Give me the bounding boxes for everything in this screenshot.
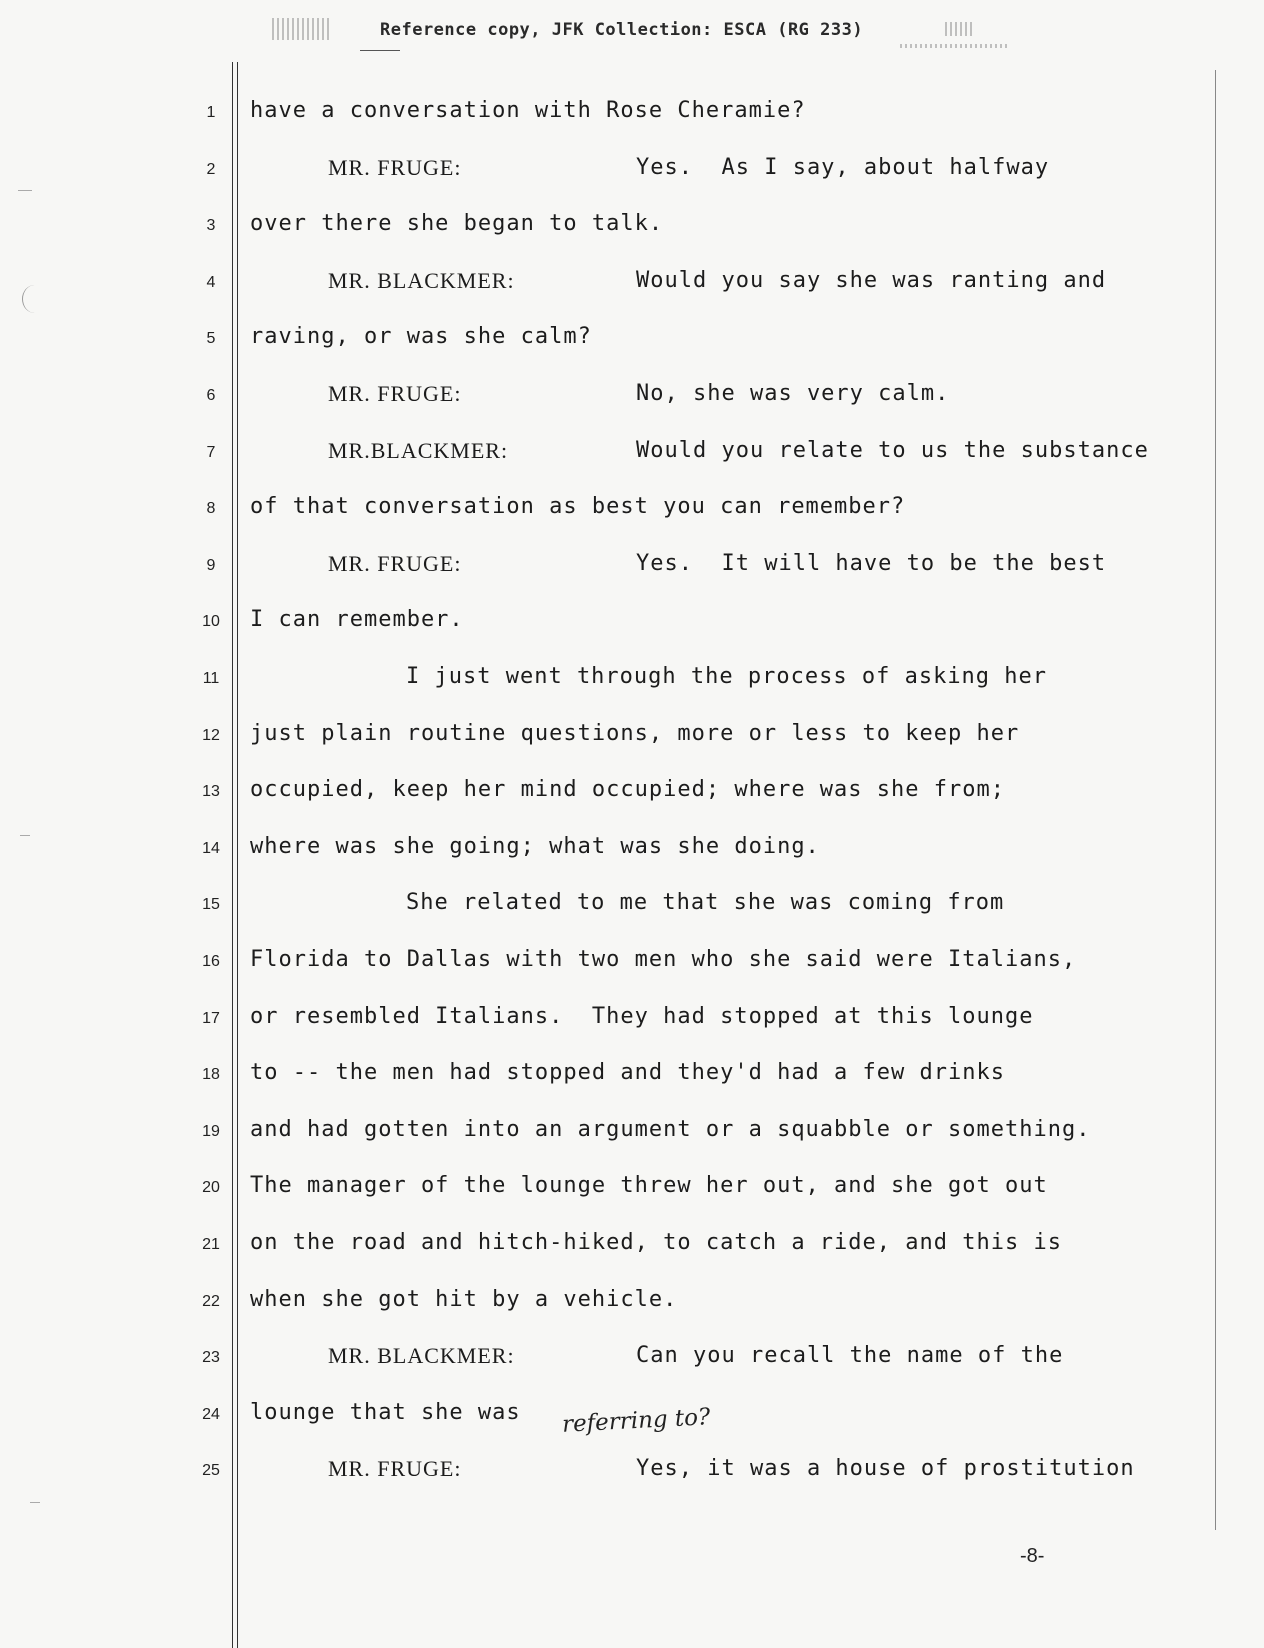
line-number: 6 <box>206 387 216 404</box>
archive-header <box>380 20 863 40</box>
speaker-label: MR. FRUGE: <box>328 381 462 406</box>
line-number: 16 <box>202 953 220 970</box>
line-number: 4 <box>206 273 216 291</box>
line-number: 10 <box>202 613 220 631</box>
speech-text: Would you relate to us the substance <box>636 437 1149 463</box>
line-number: 15 <box>202 896 220 914</box>
transcript-line: or resembled Italians. They had stopped at this lounge <box>250 1003 1034 1029</box>
transcript-line: raving, or was she calm? <box>250 324 592 350</box>
transcript-line: have a conversation with Rose Cheramie? <box>250 98 806 123</box>
speech-text: No, she was very calm. <box>636 381 950 406</box>
transcript-line: lounge that she was <box>250 1399 521 1425</box>
handwritten-note: referring to? <box>561 1404 711 1438</box>
header-underline <box>360 50 400 51</box>
scan-artifact-arc <box>22 285 47 313</box>
line-number: 8 <box>206 500 216 518</box>
line-number: 19 <box>202 1122 220 1140</box>
left-margin-rule-outer <box>232 62 233 1648</box>
transcript-line: The manager of the lounge threw her out, and she got out <box>250 1173 1048 1199</box>
transcript-line: I can remember. <box>250 607 464 633</box>
line-number: 11 <box>202 670 220 687</box>
page-number: -8- <box>1020 1545 1045 1567</box>
speaker-label: MR. BLACKMER: <box>328 1343 515 1369</box>
speech-text: Yes, it was a house of prostitution <box>636 1456 1135 1482</box>
transcript-line: She related to me that she was coming from <box>406 890 1005 916</box>
line-number: 12 <box>202 726 220 744</box>
line-number: 13 <box>202 783 220 801</box>
line-number: 17 <box>202 1009 220 1027</box>
line-number: 24 <box>202 1405 220 1423</box>
line-number: 9 <box>206 556 216 574</box>
transcript-line: just plain routine questions, more or less to keep her <box>250 720 1020 746</box>
transcript-line: occupied, keep her mind occupied; where was she from; <box>250 777 1005 803</box>
scan-smudge-top-right <box>945 22 975 36</box>
speaker-label: MR.BLACKMER: <box>328 437 509 463</box>
speaker-label: MR. FRUGE: <box>328 154 462 180</box>
scan-artifact-mark <box>18 190 32 191</box>
speaker-label: MR. FRUGE: <box>328 1456 462 1482</box>
line-number: 14 <box>202 839 220 857</box>
right-margin-rule <box>1215 70 1216 1530</box>
transcript-line: and had gotten into an argument or a squabble or something. <box>250 1116 1091 1142</box>
speech-text: Would you say she was ranting and <box>636 267 1107 293</box>
transcript-line: over there she began to talk. <box>250 211 664 237</box>
speaker-label: MR. BLACKMER: <box>328 267 515 293</box>
line-number: 2 <box>206 160 216 178</box>
speaker-label: MR. FRUGE: <box>328 550 462 576</box>
reference-label: Reference copy, JFK Collection: <box>380 20 713 40</box>
scan-smudge-left <box>272 18 332 40</box>
left-margin-rule-inner <box>237 62 238 1648</box>
speech-text: Yes. It will have to be the best <box>636 550 1107 576</box>
line-number: 7 <box>206 443 216 461</box>
scan-smudge-right <box>900 44 1010 48</box>
transcript-line: of that conversation as best you can remember? <box>250 494 906 520</box>
line-number: 5 <box>206 330 216 348</box>
transcript-line: when she got hit by a vehicle. <box>250 1286 678 1312</box>
line-number: 1 <box>206 104 216 121</box>
scan-artifact-mark <box>30 1502 40 1503</box>
transcript-line: Florida to Dallas with two men who she said were Italians, <box>250 947 1077 972</box>
line-number: 18 <box>202 1066 220 1084</box>
transcript-line: I just went through the process of asking her <box>406 664 1048 689</box>
transcript-line: on the road and hitch-hiked, to catch a ride, and this is <box>250 1230 1062 1255</box>
scan-artifact-mark <box>20 835 30 836</box>
line-number: 21 <box>202 1236 220 1253</box>
line-number: 3 <box>206 217 216 235</box>
transcript-line: where was she going; what was she doing. <box>250 833 820 859</box>
line-number: 25 <box>202 1462 220 1480</box>
line-number: 23 <box>202 1349 220 1367</box>
transcript-line: to -- the men had stopped and they'd had a few drinks <box>250 1060 1005 1086</box>
collection-label: ESCA (RG 233) <box>723 20 864 40</box>
line-number: 22 <box>202 1292 220 1310</box>
line-number: 20 <box>202 1179 220 1197</box>
speech-text: Yes. As I say, about halfway <box>636 154 1050 180</box>
speech-text: Can you recall the name of the <box>636 1343 1064 1369</box>
